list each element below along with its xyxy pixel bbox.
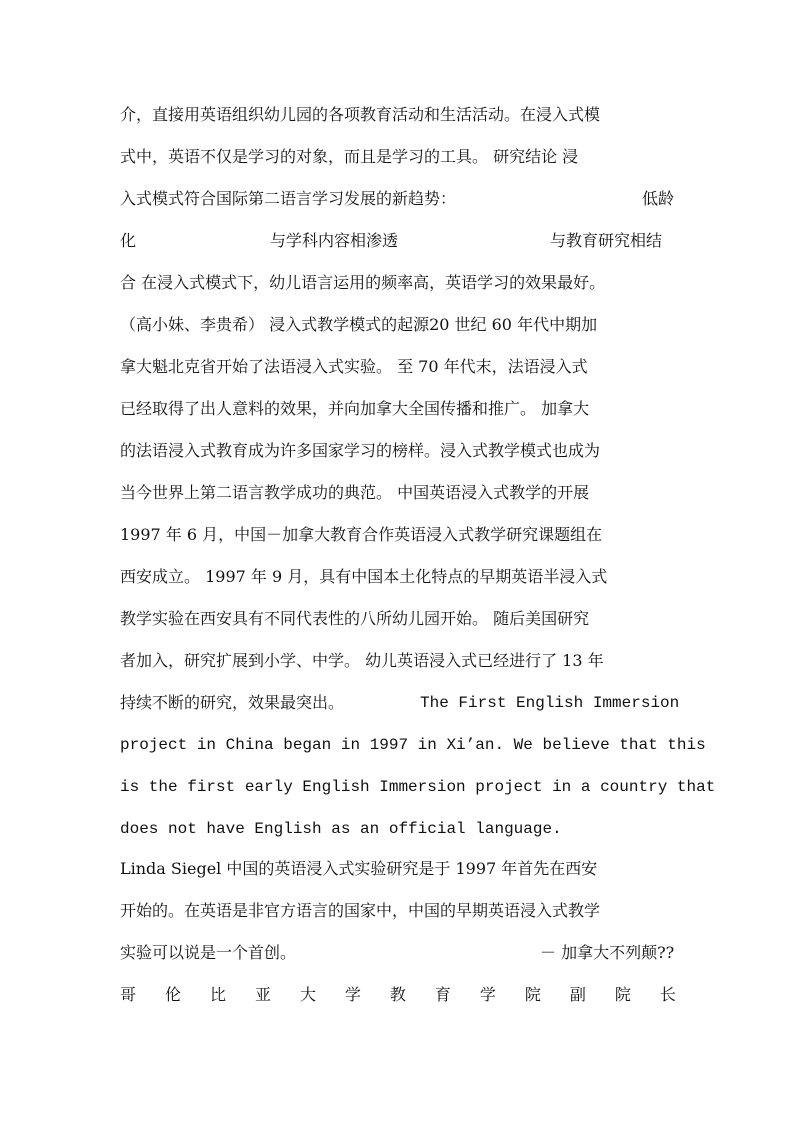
text-line-11: 1997 年 6 月，中国－加拿大教育合作英语浸入式教学研究课题组在 xyxy=(120,525,603,544)
text-line-6: （高小妹、李贵希） 浸入式教学模式的起源20 世纪 60 年代中期加 xyxy=(120,315,598,334)
text-line-18: does not have English as an official language. xyxy=(120,820,562,838)
final-char: 长 xyxy=(659,985,676,1004)
final-char: 大 xyxy=(299,985,316,1004)
text-line-21-main: 实验可以说是一个首创。 xyxy=(120,943,297,962)
text-line-16: project in China began in 1997 in Xi’an. We believe that this xyxy=(120,736,706,754)
final-char: 育 xyxy=(434,985,451,1004)
final-char: 亚 xyxy=(254,985,271,1004)
final-char: 教 xyxy=(389,985,406,1004)
text-line-14: 者加入，研究扩展到小学、中学。 幼儿英语浸入式已经进行了 13 年 xyxy=(120,651,604,670)
text-line-13: 教学实验在西安具有不同代表性的八所幼儿园开始。 随后美国研究 xyxy=(120,609,590,628)
final-char: 院 xyxy=(614,985,631,1004)
text-line-3-main: 入式模式符合国际第二语言学习发展的新趋势： xyxy=(120,189,457,208)
text-line-19: Linda Siegel 中国的英语浸入式实验研究是于 1997 年首先在西安 xyxy=(120,859,598,878)
text-line-3 xyxy=(120,188,700,210)
trend-item-1: 化 xyxy=(120,231,137,250)
trend-item-3: 与教育研究相结 xyxy=(550,231,663,250)
text-line-15-main: 持续不断的研究，效果最突出。 xyxy=(120,693,345,712)
trend-item-2: 与学科内容相渗透 xyxy=(270,231,399,250)
text-line-17: is the first early English Immersion project in a country that xyxy=(120,778,716,796)
final-char: 学 xyxy=(479,985,496,1004)
text-low-age: 低龄 xyxy=(642,189,675,208)
text-line-20: 开始的。在英语是非官方语言的国家中，中国的早期英语浸入式教学 xyxy=(120,901,601,920)
final-char: 哥 xyxy=(120,985,137,1004)
text-line-12: 西安成立。 1997 年 9 月，具有中国本土化特点的早期英语半浸入式 xyxy=(120,567,608,586)
text-line-9: 的法语浸入式教育成为许多国家学习的榜样。浸入式教学模式也成为 xyxy=(120,441,601,460)
text-line-8: 已经取得了出人意料的效果，并向加拿大全国传播和推广。 加拿大 xyxy=(120,399,590,418)
final-char: 副 xyxy=(569,985,586,1004)
text-line-1: 介，直接用英语组织幼儿园的各项教育活动和生活活动。在浸入式模 xyxy=(120,105,601,124)
text-line-5: 合 在浸入式模式下，幼儿语言运用的频率高，英语学习的效果最好。 xyxy=(120,273,606,292)
text-line-2: 式中，英语不仅是学习的对象，而且是学习的工具。 研究结论 浸 xyxy=(120,147,579,166)
text-line-7: 拿大魁北克省开始了法语浸入式实验。 至 70 年代末，法语浸入式 xyxy=(120,357,588,376)
final-char: 院 xyxy=(524,985,541,1004)
final-char: 伦 xyxy=(164,985,181,1004)
text-line-15-english: The First English Immersion xyxy=(420,694,680,712)
text-line-22 xyxy=(120,984,676,1006)
text-line-10: 当今世界上第二语言教学成功的典范。 中国英语浸入式教学的开展 xyxy=(120,483,590,502)
text-line-15 xyxy=(120,692,700,714)
final-char: 比 xyxy=(209,985,226,1004)
text-line-21-tail: － 加拿大不列颠?? xyxy=(540,943,675,962)
final-char: 学 xyxy=(344,985,361,1004)
text-line-21 xyxy=(120,942,700,964)
